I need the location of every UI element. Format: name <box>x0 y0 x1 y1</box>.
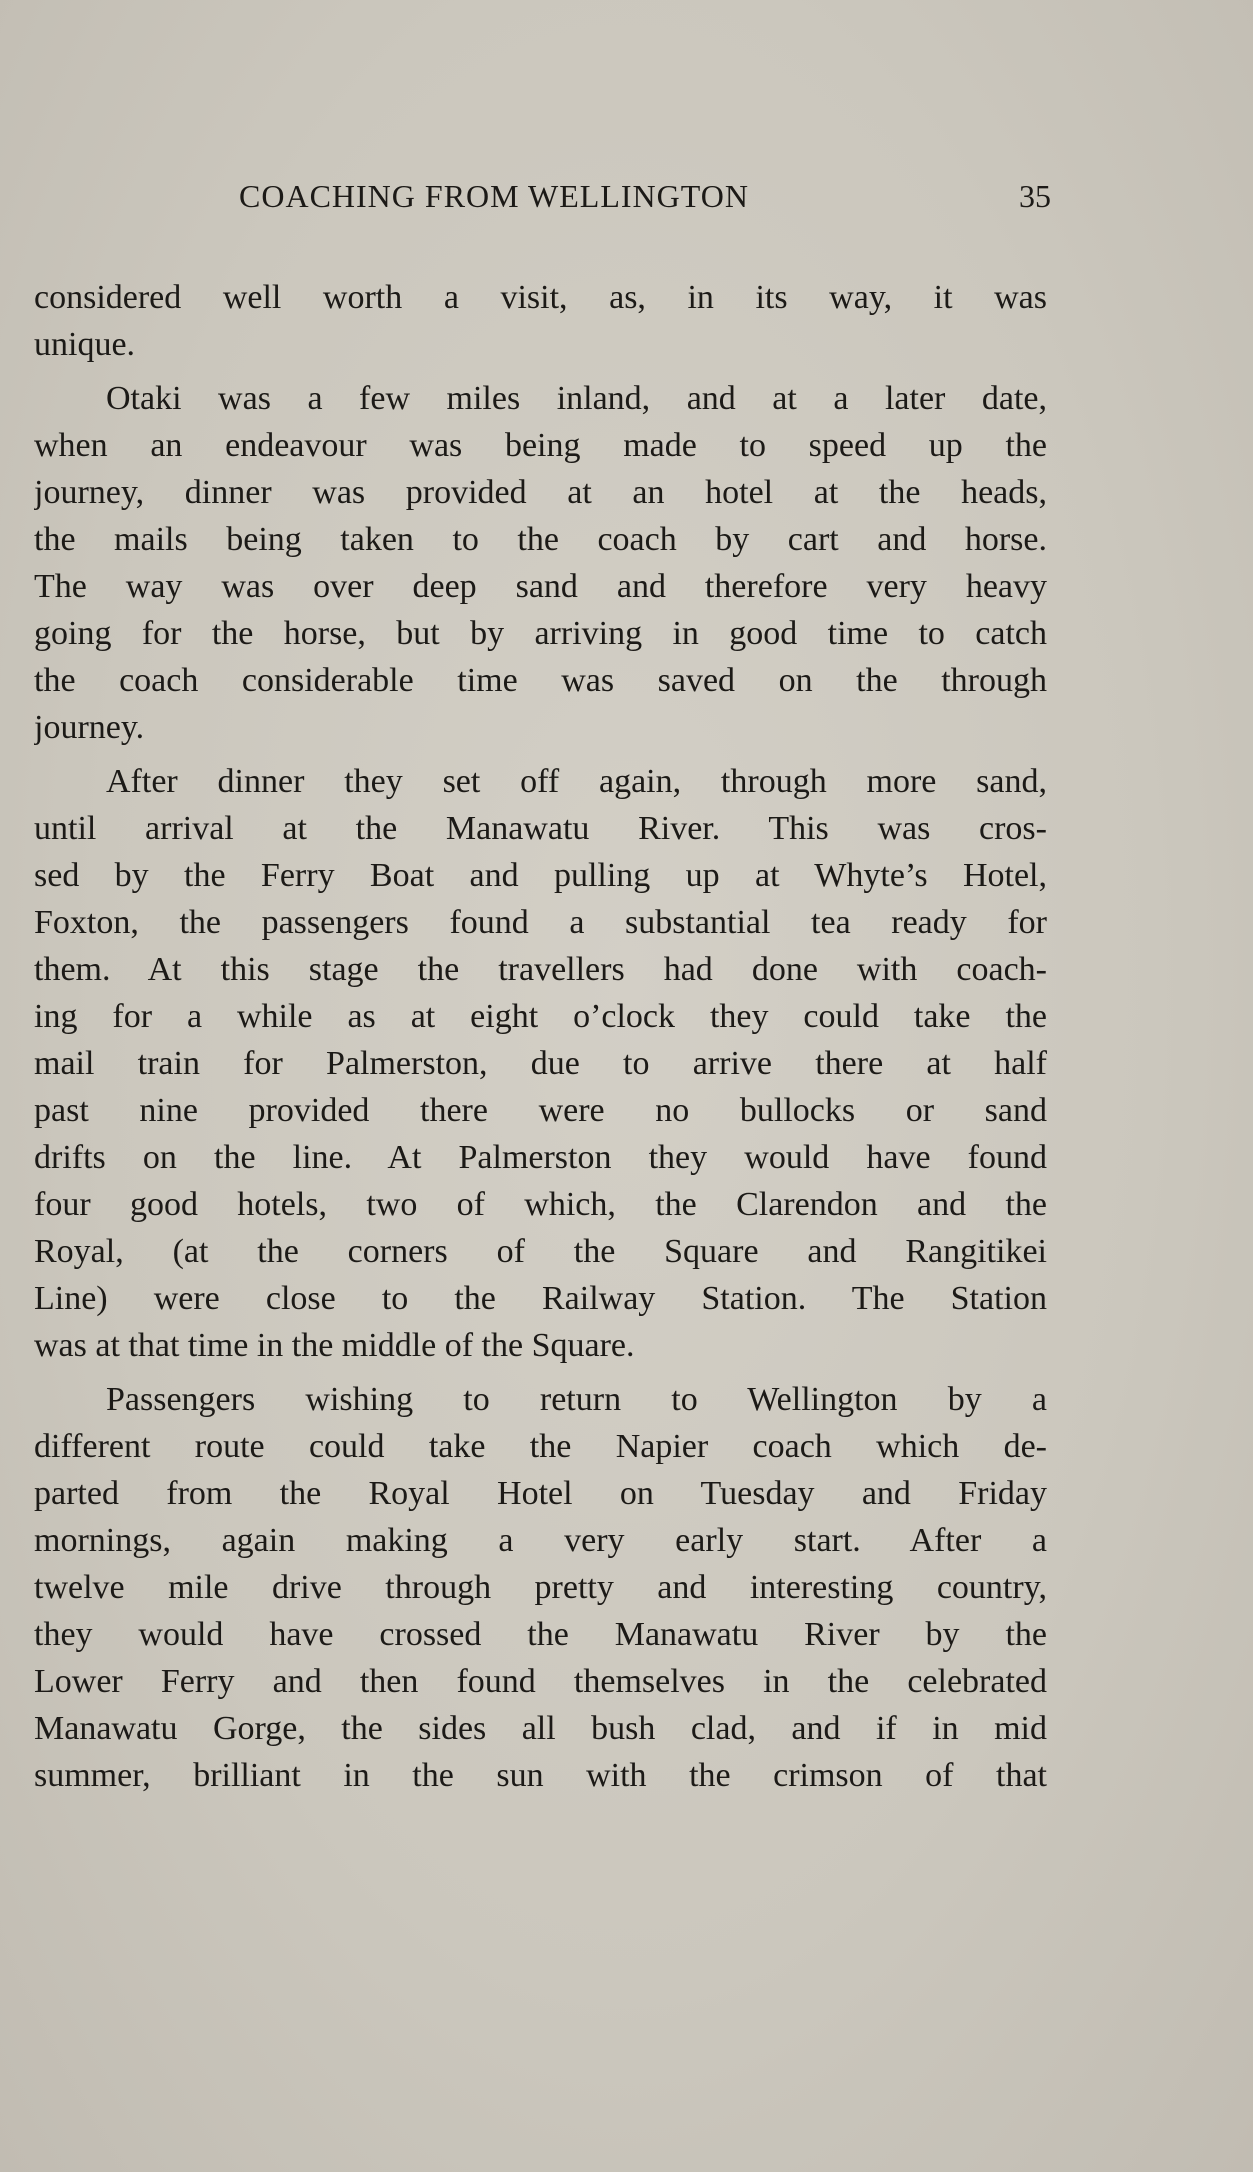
text-line: mornings, again making a very early start. After a <box>34 1522 1047 1559</box>
text-line: ing for a while as at eight o’clock they could take the <box>34 998 1047 1035</box>
text-line: After dinner they set off again, through more sand, <box>106 763 1047 800</box>
text-line: parted from the Royal Hotel on Tuesday and Friday <box>34 1475 1047 1512</box>
text-line: until arrival at the Manawatu River. This was cros- <box>34 810 1047 847</box>
text-line: different route could take the Napier coach which de- <box>34 1428 1047 1465</box>
running-head: COACHING FROM WELLINGTON <box>239 178 749 214</box>
text-line: going for the horse, but by arriving in good time to catch <box>34 615 1047 652</box>
text-line: past nine provided there were no bullocks or sand <box>34 1092 1047 1129</box>
text-line: them. At this stage the travellers had done with coach- <box>34 951 1047 988</box>
text-line: the mails being taken to the coach by cart and horse. <box>34 521 1047 558</box>
paragraph <box>34 274 1047 368</box>
text-line: the coach considerable time was saved on the through <box>34 662 1047 699</box>
text-line: sed by the Ferry Boat and pulling up at Whyte’s Hotel, <box>34 857 1047 894</box>
text-line: drifts on the line. At Palmerston they would have found <box>34 1139 1047 1176</box>
text-line: mail train for Palmerston, due to arrive there at half <box>34 1045 1047 1082</box>
text-line: when an endeavour was being made to speed up the <box>34 427 1047 464</box>
text-line: Royal, (at the corners of the Square and Rangitikei <box>34 1233 1047 1270</box>
text-line: they would have crossed the Manawatu River by the <box>34 1616 1047 1653</box>
body-text <box>34 274 1047 1799</box>
text-line: considered well worth a visit, as, in its way, it was <box>34 279 1047 316</box>
text-line: was at that time in the middle of the Square. <box>34 1327 635 1364</box>
paragraph <box>34 375 1047 751</box>
text-line: twelve mile drive through pretty and interesting country, <box>34 1569 1047 1606</box>
text-line: Passengers wishing to return to Wellington by a <box>106 1381 1047 1418</box>
text-line: four good hotels, two of which, the Clarendon and the <box>34 1186 1047 1223</box>
text-line: summer, brilliant in the sun with the crimson of that <box>34 1757 1047 1794</box>
text-line: journey, dinner was provided at an hotel at the heads, <box>34 474 1047 511</box>
text-line: Lower Ferry and then found themselves in the celebrated <box>34 1663 1047 1700</box>
text-line: journey. <box>34 709 145 746</box>
text-line: Foxton, the passengers found a substantial tea ready for <box>34 904 1047 941</box>
text-line: The way was over deep sand and therefore very heavy <box>34 568 1047 605</box>
text-line: Manawatu Gorge, the sides all bush clad, and if in mid <box>34 1710 1047 1747</box>
page-number: 35 <box>1019 178 1051 214</box>
text-line: Otaki was a few miles inland, and at a later date, <box>106 380 1047 417</box>
page-header <box>0 178 1253 222</box>
text-line: Line) were close to the Railway Station. The Station <box>34 1280 1047 1317</box>
paragraph <box>34 1376 1047 1799</box>
paragraph <box>34 758 1047 1369</box>
text-line: unique. <box>34 326 136 363</box>
